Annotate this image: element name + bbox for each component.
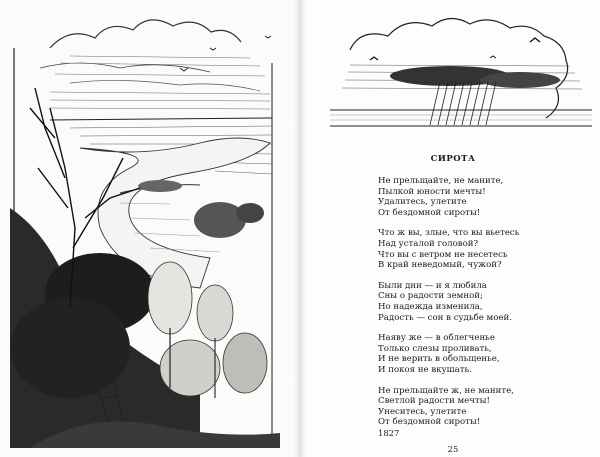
poem-line: И не верить в обольщенье, — [378, 354, 500, 365]
poem-line: Что ж вы, злые, что вы вьетесь — [378, 228, 520, 239]
poem-line: Наяву же — в облегченье — [378, 333, 495, 344]
poem-line: Удалитесь, улетите — [378, 197, 467, 208]
stanza — [378, 281, 588, 323]
poem-line: Только слезы проливать, — [378, 343, 492, 354]
poem-line: Были дни — и я любила — [378, 280, 487, 291]
rain-cloud-illustration — [330, 10, 592, 138]
poem-line: Не прельщайте ж, не маните, — [378, 385, 514, 396]
left-page — [0, 0, 296, 457]
right-page — [306, 0, 600, 457]
poem-line: От бездомной сироты! — [378, 417, 481, 428]
poem-line: Светлой радости мечты! — [378, 396, 490, 407]
poem-line: Пылкой юности мечты! — [378, 186, 486, 197]
stanza — [378, 228, 588, 270]
poem-line: Унеситесь, улетите — [378, 406, 467, 417]
river-landscape-illustration — [10, 8, 288, 448]
poem-line: Не прельщайте, не маните, — [378, 176, 504, 186]
poem-line: В край неведомый, чужой? — [378, 260, 502, 271]
poem-line: Радость — сон в судьбе моей. — [378, 312, 512, 323]
poem-line: Что вы с ветром не несетесь — [378, 249, 508, 260]
poem-line: Над усталой головой? — [378, 238, 479, 249]
poem-title: СИРОТА — [430, 154, 476, 164]
poem-year: 1827 — [378, 428, 400, 438]
poem-line: И покоя не вкушать. — [378, 364, 472, 375]
poem-body — [378, 176, 588, 438]
stanza — [378, 386, 588, 428]
stanza — [378, 176, 588, 218]
book-gutter — [294, 0, 306, 457]
poem-line: Сны о радости земной; — [378, 291, 483, 302]
poem-line: От бездомной сироты! — [378, 207, 481, 218]
poem-line: Но надежда изменила, — [378, 301, 483, 312]
page-number: 25 — [447, 444, 459, 454]
stanza — [378, 333, 588, 375]
